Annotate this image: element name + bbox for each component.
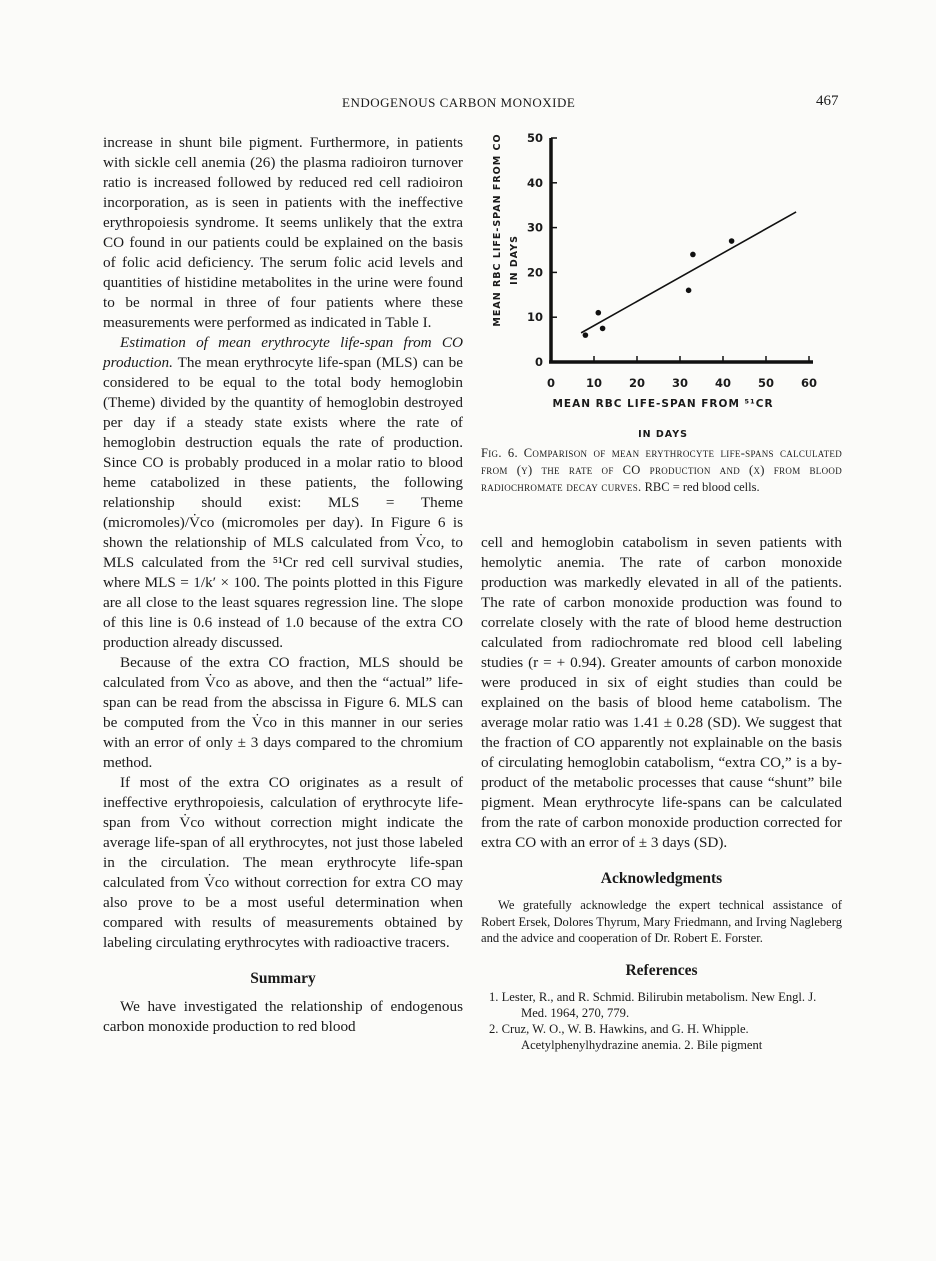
y-axis-label-line2: IN DAYS: [509, 235, 520, 285]
figure-caption: [481, 445, 842, 496]
x-tick-label: 50: [757, 376, 775, 390]
left-paragraph-2-body: The mean erythrocyte life-span (MLS) can be considered to be equal to the total body hemoglobin (Theme) divided by the quantity of hemoglobin destroyed per day if a steady state exists where the rate of hemoglobin destruction equals the rate of production. Since CO is probably produced in a molar ratio to blood heme catabolized in these patients, the following relationship should exist: MLS = Theme (micromoles)/V̇co (micromoles per day). In Figure 6 is shown the relationship of MLS calculated from V̇co, to MLS calculated from the ⁵¹Cr red cell survival studies, where MLS = 1/k′ × 100. The points plotted in this Figure are all close to the least squares regression line. The slope of this line is 0.6 instead of 1.0 because of the extra CO production already discussed.: [103, 354, 463, 651]
y-tick-label: 0: [534, 355, 543, 369]
x-tick-label: 40: [714, 376, 732, 390]
x-tick-label: 60: [800, 376, 818, 390]
left-paragraph-1: increase in shunt bile pigment. Furthermore, in patients with sickle cell anemia (26) the plasma radioiron turnover ratio is increased followed by reduced red cell radioiron incorporation, as is seen in patients with the ineffective erythropoiesis syndrome. It seems unlikely that the extra CO found in our patients could be explained on the basis of folic acid deficiency. The serum folic acid levels and quantities of histidine metabolites in the urine were found to be normal in three of four patients where these measurements were performed as indicated in Table I.: [103, 134, 463, 331]
running-title: ENDOGENOUS CARBON MONOXIDE: [342, 95, 576, 110]
reference-item: 2. Cruz, W. O., W. B. Hawkins, and G. H. Whipple. Acetylphenylhydrazine anemia. 2. Bile pigment: [489, 1021, 763, 1052]
y-tick-label: 30: [526, 220, 543, 235]
acknowledgments-body: We gratefully acknowledge the expert technical assistance of Robert Ersek, Dolores Thyrum, Mary Friedmann, and Irving Nagleberg and the advice and cooperation of Dr. Robert E. Forster.: [481, 898, 842, 945]
figure-6-scatter-chart: [470, 120, 840, 445]
y-tick-label: 50: [526, 131, 543, 145]
figure-caption-label: Fig. 6.: [481, 446, 518, 460]
figure-caption-text: Comparison of mean erythrocyte life-spans calculated from (y) the rate of CO production and (x) from blood radiochromate decay curves.: [481, 446, 842, 494]
x-tick-label: 30: [671, 376, 689, 390]
reference-item: 1. Lester, R., and R. Schmid. Bilirubin metabolism. New Engl. J. Med. 1964, 270, 779.: [489, 989, 817, 1020]
section-lead-mls: Estimation of mean erythrocyte life-span from CO production.: [103, 334, 463, 371]
data-point: [600, 326, 606, 332]
y-tick-label: 10: [526, 310, 543, 325]
data-point: [583, 332, 589, 338]
right-column: [481, 533, 842, 1053]
data-point: [686, 288, 692, 294]
figure-caption-tail: RBC = red blood cells.: [641, 480, 760, 494]
y-axis-label-line1: MEAN RBC LIFE-SPAN FROM CO: [492, 133, 503, 327]
x-axis-label-line1: MEAN RBC LIFE-SPAN FROM ⁵¹CR: [552, 398, 774, 410]
left-paragraph-2: [103, 333, 463, 653]
summary-heading: Summary: [250, 970, 316, 987]
acknowledgments-heading: Acknowledgments: [600, 870, 723, 887]
y-tick-label: 40: [526, 175, 543, 190]
x-tick-label: 20: [628, 376, 646, 390]
page-number: 467: [816, 93, 839, 109]
summary-paragraph: We have investigated the relationship of endogenous carbon monoxide production to red blood: [103, 998, 463, 1035]
regression-line: [581, 212, 796, 333]
y-tick-label: 20: [526, 265, 543, 280]
right-paragraph-1: cell and hemoglobin catabolism in seven patients with hemolytic anemia. The rate of carbon monoxide production was markedly elevated in all of the patients. The rate of carbon monoxide production was found to correlate closely with the rate of blood heme destruction calculated from radiochromate red blood cell labeling studies (r = + 0.94). Greater amounts of carbon monoxide were produced in six of eight studies than could be explained on the basis of blood heme catabolism. The average molar ratio was 1.41 ± 0.28 (SD). We suggest that the fraction of CO apparently not explainable on the basis of circulating hemoglobin catabolism, “extra CO,” is a by-product of the metabolic processes that cause “shunt” bile pigment. Mean erythrocyte life-spans can be calculated from the rate of carbon monoxide production corrected for extra CO with an error of ± 3 days (SD).: [481, 534, 842, 851]
left-column: [103, 133, 463, 1037]
data-point: [596, 310, 602, 316]
left-paragraph-4: If most of the extra CO originates as a result of ineffective erythropoiesis, calculation of erythrocyte life-span from V̇co without correction might indicate the average life-span of all erythrocytes, not just those labeled in the circulation. The mean erythrocyte life-span calculated from V̇co without correction for extra CO may also prove to be a most useful determination when compared with results of measurements obtained by labeling circulating erythrocytes with radioactive tracers.: [103, 774, 463, 951]
x-tick-label: 10: [585, 376, 603, 390]
references-heading: References: [625, 961, 698, 979]
data-point: [690, 252, 696, 258]
x-tick-label: 0: [546, 376, 556, 390]
x-axis-label-line2: IN DAYS: [638, 429, 688, 440]
left-paragraph-3: Because of the extra CO fraction, MLS should be calculated from V̇co as above, and then the “actual” life-span can be read from the abscissa in Figure 6. MLS can be computed from the V̇co in this manner in our series with an error of only ± 3 days compared to the chromium method.: [103, 654, 463, 771]
data-point: [729, 238, 735, 244]
